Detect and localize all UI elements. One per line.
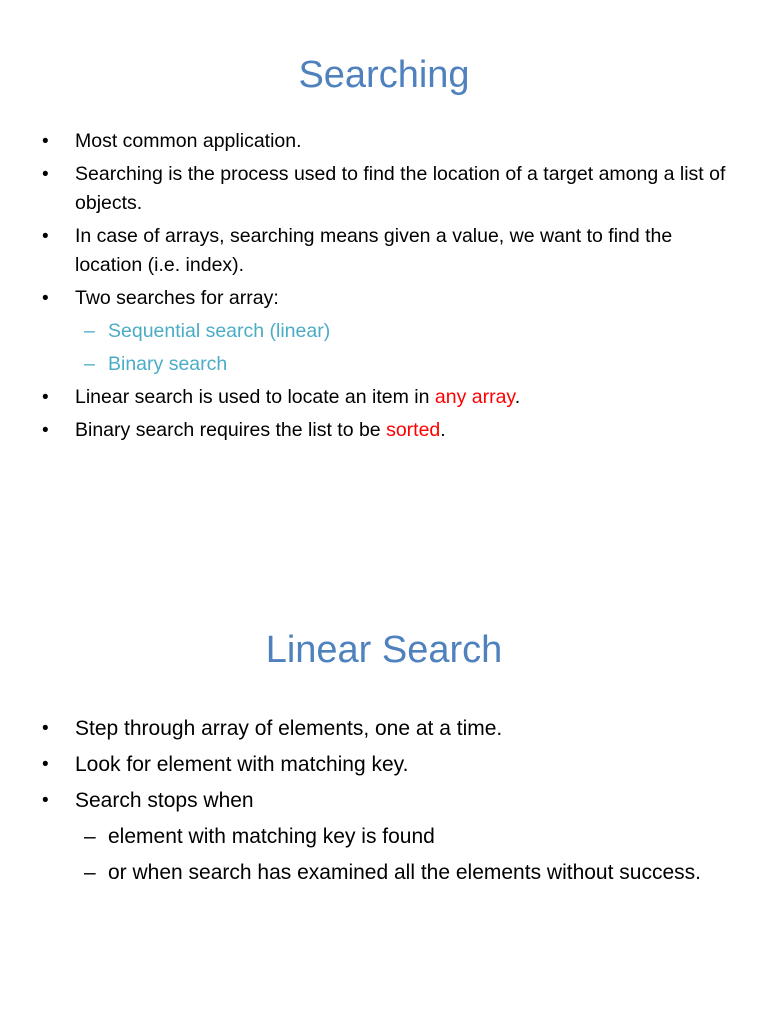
- slide-linear-search: [0, 600, 768, 1024]
- bullet-item: • Search stops when: [40, 785, 730, 816]
- bullet-item: • Look for element with matching key.: [40, 749, 730, 780]
- bullet-list: [40, 713, 730, 893]
- bullet-text: Linear search is used to locate an item in: [75, 386, 435, 408]
- bullet-text: Binary search requires the list to be: [75, 419, 387, 441]
- bullet-item: • In case of arrays, searching means given a value, we want to find the location (i.e. index).: [40, 222, 730, 280]
- bullet-item: [40, 383, 730, 412]
- sub-bullet-item: – Binary search: [40, 350, 730, 379]
- bullet-text: .: [440, 419, 446, 441]
- slide-title: Searching: [298, 54, 470, 96]
- bullet-item: • Most common application.: [40, 127, 730, 156]
- bullet-text: .: [514, 386, 521, 408]
- bullet-item: • Step through array of elements, one at a time.: [40, 713, 730, 744]
- bullet-item: • Two searches for array:: [40, 284, 730, 313]
- sub-bullet-item: – or when search has examined all the elements without success.: [40, 857, 730, 888]
- sub-bullet-item: – element with matching key is found: [40, 821, 730, 852]
- bullet-item: • Searching is the process used to find the location of a target among a list of objects.: [40, 160, 730, 218]
- highlight-text: any array: [434, 386, 515, 408]
- bullet-list: [40, 127, 730, 449]
- bullet-item: [40, 416, 730, 445]
- highlight-text: sorted: [386, 419, 441, 441]
- sub-bullet-item: – Sequential search (linear): [40, 317, 730, 346]
- slide-title: Linear Search: [265, 629, 503, 671]
- slide-searching: [0, 0, 768, 500]
